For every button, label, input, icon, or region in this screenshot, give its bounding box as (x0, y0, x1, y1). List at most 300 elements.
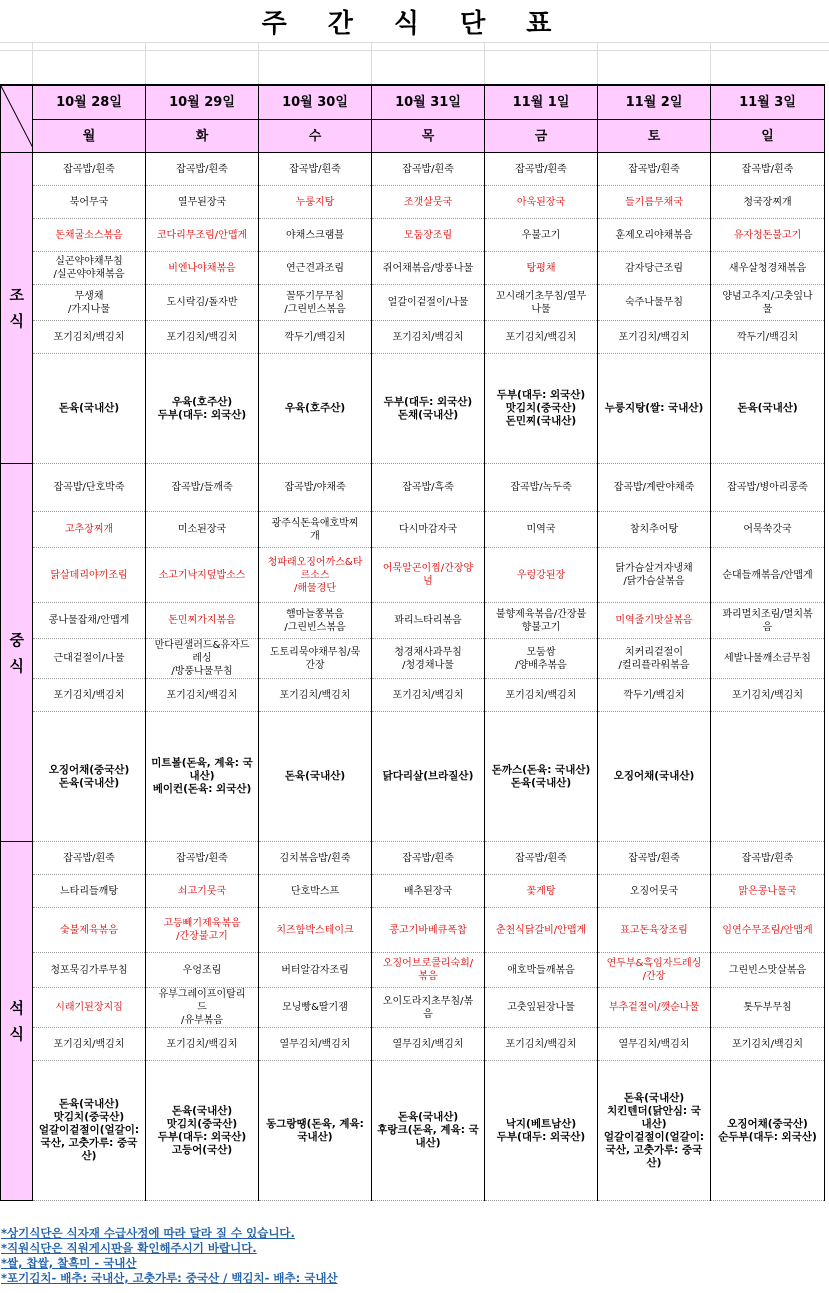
menu-cell (598, 875, 711, 908)
menu-item-line: 잡곡밥/흰죽 (289, 163, 341, 175)
menu-cell (146, 186, 259, 219)
menu-item-line: 열무김치/백김치 (279, 1038, 351, 1050)
weekday-header: 토 (598, 120, 711, 153)
menu-item-line: 그린빈스맛살볶음 (728, 964, 807, 976)
menu-item-line: 동그랑땡(돈육, 계육: (266, 1117, 364, 1130)
menu-item-line: 춘천식닭갈비/안맵게 (495, 924, 587, 936)
menu-cell (485, 252, 598, 285)
menu-item-line: 두부(대두: 외국산) (157, 1130, 247, 1143)
menu-item-line: 쇠고기뭇국 (177, 885, 227, 897)
menu-cell (146, 153, 259, 186)
weekly-menu-table (0, 84, 825, 1201)
menu-cell (485, 953, 598, 988)
menu-cell (259, 1028, 372, 1061)
menu-cell (146, 639, 259, 679)
menu-cell (711, 512, 825, 548)
menu-item-line: 고춧잎된장나물 (507, 1002, 575, 1013)
menu-cell (259, 252, 372, 285)
menu-cell (485, 512, 598, 548)
menu-item-line: 치즈함박스테이크 (276, 924, 354, 936)
menu-item-line: 청경채사과무침 (394, 646, 462, 658)
menu-item-line: 참치추어탕 (629, 524, 679, 535)
menu-item-line: 미역줄기맛살볶음 (615, 615, 693, 626)
menu-cell (372, 1061, 485, 1201)
date-header: 10월 30일 (259, 85, 372, 120)
menu-cell (711, 712, 825, 842)
menu-item-line: 열무된장국 (177, 196, 227, 208)
menu-item-line: 순대들깨볶음/안맵게 (722, 569, 813, 581)
date-header: 11월 1일 (485, 85, 598, 120)
note-line: *쌀, 찹쌀, 찰흑미 - 국내산 (1, 1256, 137, 1270)
menu-item-line: 꽈리멸치조림/멸치볶 (722, 608, 813, 620)
menu-cell (598, 354, 711, 464)
menu-item-line: 시래기된장지짐 (55, 1002, 123, 1013)
weekday-header: 일 (711, 120, 825, 153)
menu-cell (485, 321, 598, 354)
menu-item-line: 느타리들깨탕 (60, 885, 118, 897)
menu-item-line: 포기김치/백김치 (618, 331, 690, 343)
menu-item-line: 후랑크(돈육, 계육: 국 (377, 1124, 479, 1136)
menu-cell (146, 219, 259, 252)
menu-cell (146, 842, 259, 875)
menu-item-line: 단호박스프 (290, 885, 340, 897)
menu-item-line: 잡곡밥/흰죽 (628, 163, 680, 175)
menu-cell (711, 1061, 825, 1201)
menu-cell (485, 679, 598, 712)
menu-cell (33, 186, 146, 219)
menu-item-line: 드 (197, 1002, 207, 1013)
menu-item-line: 닭다리살(브라질산) (382, 770, 474, 782)
menu-item-line: 광주식돈육애호박찌 (271, 517, 359, 529)
menu-cell (598, 219, 711, 252)
menu-cell (372, 953, 485, 988)
menu-item-line: 새우살청경채볶음 (728, 262, 807, 274)
menu-cell (372, 512, 485, 548)
menu-item-line: 국산, 고춧가루: 중국 (605, 1143, 703, 1156)
menu-cell (33, 1028, 146, 1061)
menu-cell (259, 875, 372, 908)
menu-item-line: 잡곡밥/계란야채죽 (613, 482, 695, 493)
menu-cell (598, 988, 711, 1028)
menu-item-line: 연근견과조림 (286, 262, 344, 274)
menu-item-line: /방풍나물무침 (171, 666, 233, 677)
menu-cell (372, 285, 485, 321)
menu-cell (372, 988, 485, 1028)
note-line: *직원식단은 직원게시판을 확인해주시기 바랍니다. (1, 1241, 257, 1255)
menu-item-line: 야채스크램블 (286, 229, 344, 241)
menu-cell (372, 875, 485, 908)
menu-cell (598, 712, 711, 842)
menu-item-line: 김치볶음밥/흰죽 (279, 852, 351, 864)
menu-item-line: 잡곡밥/흰죽 (176, 852, 228, 864)
menu-item-line: 내산) (189, 770, 215, 782)
menu-cell (711, 988, 825, 1028)
menu-cell (259, 639, 372, 679)
menu-cell (485, 875, 598, 908)
menu-cell (711, 354, 825, 464)
menu-item-line: 볶음 (418, 971, 438, 982)
header-corner-cell (1, 85, 33, 153)
menu-cell (485, 1061, 598, 1201)
menu-item-line: 감자당근조림 (625, 262, 683, 274)
menu-item-line: 들기름무채국 (625, 196, 683, 208)
menu-item-line: 음 (762, 621, 773, 633)
menu-cell (485, 639, 598, 679)
menu-cell (711, 1028, 825, 1061)
menu-cell (711, 153, 825, 186)
meal-label (1, 842, 33, 1201)
menu-item-line: 르소스 (300, 569, 330, 581)
menu-item-line: 치킨텐더(닭안심: 국 (607, 1104, 701, 1117)
menu-cell (146, 1061, 259, 1201)
menu-item-line: 고등어(국산) (171, 1143, 233, 1156)
menu-item-line: 돈육(국내산) (397, 1111, 459, 1123)
menu-cell (711, 603, 825, 639)
menu-cell (259, 712, 372, 842)
weekday-header: 목 (372, 120, 485, 153)
menu-cell (33, 1061, 146, 1201)
menu-item-line: 치커리겉절이 (625, 646, 683, 658)
menu-cell (146, 953, 259, 988)
menu-item-line: 나물 (531, 303, 551, 315)
menu-item-line: 포기김치/백김치 (732, 1038, 803, 1050)
menu-item-line: 열무김치/백김치 (392, 1038, 464, 1050)
menu-item-line: 미역국 (526, 524, 556, 535)
menu-cell (146, 512, 259, 548)
menu-cell (33, 988, 146, 1028)
menu-cell (33, 908, 146, 953)
menu-cell (598, 464, 711, 512)
date-header: 11월 3일 (711, 85, 825, 120)
menu-item-line: /간장불고기 (176, 931, 228, 942)
menu-item-line: 꼴뚜기무무침 (286, 290, 344, 302)
menu-cell (372, 908, 485, 953)
menu-item-line: 열무김치/백김치 (618, 1038, 690, 1050)
menu-cell (485, 548, 598, 603)
menu-cell (598, 1028, 711, 1061)
menu-cell (485, 603, 598, 639)
menu-item-line: 잡곡밥/흰죽 (515, 852, 567, 864)
menu-cell (33, 285, 146, 321)
menu-item-line: 콩나물잡채/안맵게 (48, 615, 130, 626)
menu-item-line: 오징어채(중국산) (727, 1117, 808, 1130)
menu-cell (146, 603, 259, 639)
menu-item-line: 코다리무조림/안맵게 (156, 229, 248, 241)
notes (0, 1226, 829, 1286)
menu-item-line: 순두부(대두: 외국산) (718, 1130, 817, 1143)
menu-item-line: 콩고기바베큐폭찹 (389, 924, 467, 936)
menu-item-line: 포기김치/백김치 (505, 331, 577, 343)
menu-cell (711, 464, 825, 512)
menu-item-line: 향불고기 (521, 621, 561, 633)
menu-cell (485, 842, 598, 875)
menu-item-line: 꽃게탕 (526, 885, 556, 897)
menu-item-line: 꼬시래기초무침/열무 (495, 290, 587, 302)
menu-cell (259, 679, 372, 712)
menu-cell (372, 679, 485, 712)
menu-item-line: 표고돈육장조림 (620, 924, 688, 936)
menu-item-line: 포기김치/백김치 (279, 689, 351, 701)
menu-item-line: 오징어뭇국 (629, 885, 679, 897)
menu-cell (33, 512, 146, 548)
menu-cell (372, 603, 485, 639)
menu-cell (372, 153, 485, 186)
menu-item-line: 도토리묵야채무침/묵 (269, 646, 361, 658)
menu-cell (33, 712, 146, 842)
menu-item-line: 도시락김/돌자반 (166, 297, 238, 308)
menu-item-line: 숙주나물무침 (625, 297, 683, 308)
menu-cell (259, 153, 372, 186)
menu-item-line: /해물경단 (293, 582, 336, 594)
menu-cell (259, 354, 372, 464)
menu-cell (485, 712, 598, 842)
menu-item-line: 청국장찌개 (743, 196, 792, 208)
menu-item-line: /닭가슴살볶음 (623, 576, 685, 587)
menu-item-line: 유자청돈불고기 (733, 229, 802, 241)
menu-cell (259, 464, 372, 512)
menu-item-line: 포기김치/백김치 (392, 331, 464, 343)
menu-item-line: 돈육(국내산) (58, 776, 120, 789)
menu-item-line: 돈민찌(국내산) (505, 415, 577, 427)
menu-cell (146, 321, 259, 354)
menu-cell (598, 679, 711, 712)
menu-item-line: 비엔나야채볶음 (168, 262, 236, 274)
menu-item-line: 얼갈이겉절이(얼갈이: (603, 1130, 705, 1143)
menu-item-line: 잡곡밥/흰죽 (741, 163, 794, 175)
menu-item-line: 누룽지탕 (295, 196, 335, 208)
menu-cell (485, 354, 598, 464)
menu-cell (259, 321, 372, 354)
menu-item-line: 조갯살뭇국 (403, 196, 453, 208)
menu-cell (33, 953, 146, 988)
menu-cell (33, 548, 146, 603)
menu-cell (146, 908, 259, 953)
menu-cell (711, 639, 825, 679)
menu-item-line: 두부(대두: 외국산) (157, 408, 247, 421)
menu-item-line: 탕평채 (526, 262, 556, 274)
menu-item-line: 포기김치/백김치 (505, 1038, 577, 1050)
menu-cell (372, 354, 485, 464)
menu-cell (485, 153, 598, 186)
menu-item-line: 잡곡밥/흰죽 (63, 163, 115, 175)
menu-item-line: 오징어채(국내산) (613, 770, 695, 782)
menu-cell (598, 321, 711, 354)
menu-item-line: 청파래오징어까스&타 (267, 556, 363, 568)
menu-item-line: 꽈리느타리볶음 (394, 615, 462, 626)
menu-cell (711, 285, 825, 321)
menu-item-line: 돈민찌가지볶음 (168, 615, 236, 626)
menu-item-line: 국산, 고춧가루: 중국 (40, 1137, 138, 1149)
menu-item-line: 어묵알곤이찜/간장양 (382, 563, 474, 574)
menu-cell (33, 153, 146, 186)
menu-cell (146, 988, 259, 1028)
menu-item-line: 두부(대두: 외국산) (383, 395, 473, 408)
menu-cell (711, 679, 825, 712)
menu-item-line: 누룽지탕(쌀: 국내산) (604, 402, 704, 414)
menu-item-line: 세발나물깨소금무침 (724, 653, 811, 664)
menu-item-line: 포기김치/백김치 (166, 689, 238, 701)
menu-item-line: 실곤약야채무침 (55, 256, 123, 267)
menu-item-line: /실곤약야채볶음 (53, 269, 125, 280)
menu-cell (33, 842, 146, 875)
menu-item-line: 두부(대두: 외국산) (496, 389, 586, 401)
menu-item-line: /그린빈스볶음 (284, 303, 346, 315)
menu-cell (33, 875, 146, 908)
menu-item-line: 돈육(국내산) (510, 776, 572, 789)
menu-item-line: 어묵쑥갓국 (743, 524, 792, 535)
menu-item-line: 오징어채(중국산) (48, 763, 130, 776)
weekday-header: 화 (146, 120, 259, 153)
weekday-header: 금 (485, 120, 598, 153)
menu-item-line: 맑은콩나물국 (738, 885, 797, 897)
meal-label-text: 중 식 (9, 630, 24, 675)
menu-cell (259, 603, 372, 639)
menu-cell (259, 219, 372, 252)
menu-cell (146, 252, 259, 285)
meal-label (1, 153, 33, 464)
menu-item-line: /양배추볶음 (515, 659, 567, 671)
menu-item-line: 오징어브로콜리숙회/ (382, 958, 474, 969)
menu-cell (259, 1061, 372, 1201)
menu-item-line: 돈육(국내산) (737, 402, 798, 414)
menu-item-line: 포기김치/백김치 (505, 689, 577, 701)
menu-cell (146, 712, 259, 842)
menu-cell (33, 679, 146, 712)
menu-cell (146, 285, 259, 321)
page-title: 주 간 식 단 표 (261, 8, 568, 39)
menu-item-line: 햄마늘쫑볶음 (286, 608, 344, 620)
menu-cell (33, 603, 146, 639)
title-row (0, 0, 829, 42)
menu-item-line: 닭살데리야끼조림 (50, 569, 128, 581)
menu-item-line: 돈육(국내산) (171, 1104, 233, 1117)
weekday-header: 월 (33, 120, 146, 153)
menu-item-line: 톳두부무침 (743, 1002, 792, 1013)
menu-cell (485, 988, 598, 1028)
menu-item-line: 깍두기/백김치 (623, 689, 685, 701)
menu-item-line: 잡곡밥/흰죽 (628, 852, 680, 864)
menu-cell (372, 1028, 485, 1061)
menu-item-line: 포기김치/백김치 (166, 1038, 238, 1050)
menu-cell (372, 842, 485, 875)
menu-item-line: 잡곡밥/병아리콩죽 (727, 482, 808, 493)
menu-cell (372, 321, 485, 354)
date-header: 11월 2일 (598, 85, 711, 120)
menu-item-line: 베이컨(돈육: 외국산) (152, 783, 252, 795)
menu-item-line: 물 (762, 303, 773, 315)
menu-item-line: 잡곡밥/흰죽 (63, 852, 115, 864)
menu-item-line: 내산) (641, 1117, 667, 1130)
menu-item-line: 훈제오리야채볶음 (615, 229, 693, 241)
menu-item-line: 오이도라지초무침/볶 (382, 995, 474, 1007)
menu-item-line: 우불고기 (521, 229, 561, 241)
menu-item-line: 다시마감자국 (399, 524, 457, 535)
date-header: 10월 29일 (146, 85, 259, 120)
menu-cell (598, 548, 711, 603)
menu-item-line: 념 (423, 576, 433, 587)
menu-item-line: 쥐어채볶음/방풍나물 (382, 262, 474, 274)
menu-item-line: 임연수무조림/안맵게 (722, 924, 813, 936)
menu-item-line: 소고기낙지덮밥소스 (158, 569, 246, 581)
note-line: *상기식단은 식자재 수급사정에 따라 달라 질 수 있습니다. (1, 1226, 295, 1240)
menu-cell (485, 219, 598, 252)
menu-item-line: /컬리플라워볶음 (618, 659, 690, 671)
menu-cell (598, 953, 711, 988)
menu-cell (259, 988, 372, 1028)
menu-cell (33, 219, 146, 252)
menu-item-line: /청경채나물 (402, 659, 454, 671)
menu-item-line: 잡곡밥/흰죽 (741, 852, 794, 864)
menu-cell (259, 512, 372, 548)
menu-item-line: 잡곡밥/들깨죽 (171, 482, 233, 493)
menu-cell (33, 252, 146, 285)
menu-item-line: 포기김치/백김치 (166, 331, 238, 343)
menu-cell (711, 219, 825, 252)
menu-item-line: 고등빼기제육볶음 (163, 918, 241, 929)
menu-item-line: 돈채굴소스볶음 (55, 229, 123, 241)
menu-item-line: 우육(호주산) (284, 402, 346, 414)
meal-label-text: 조 식 (9, 286, 24, 330)
menu-cell (146, 548, 259, 603)
menu-item-line: 우육(호주산) (171, 395, 233, 408)
menu-item-line: 깍두기/백김치 (284, 331, 346, 343)
menu-item-line: 돈육(국내산) (58, 402, 120, 414)
menu-item-line: 잡곡밥/야채죽 (284, 482, 346, 493)
menu-item-line: 레싱 (192, 653, 212, 664)
menu-item-line: 잡곡밥/흰죽 (176, 163, 228, 175)
menu-item-line: 포기김치/백김치 (53, 689, 125, 701)
menu-item-line: 잡곡밥/흰죽 (402, 163, 454, 175)
menu-cell (33, 354, 146, 464)
menu-item-line: 양념고추지/고춧잎나 (722, 290, 813, 302)
menu-cell (598, 512, 711, 548)
menu-item-line: 미소된장국 (177, 524, 227, 535)
menu-cell (259, 186, 372, 219)
menu-cell (372, 219, 485, 252)
menu-item-line: 닭가슴살겨자냉채 (615, 563, 693, 574)
menu-item-line: 만다린샐러드&유자드 (154, 640, 250, 651)
menu-item-line: 낙지(베트남산) (505, 1117, 577, 1130)
menu-item-line: 숯불제육볶음 (60, 924, 118, 936)
menu-cell (372, 548, 485, 603)
menu-cell (598, 285, 711, 321)
menu-item-line: 배추된장국 (403, 885, 453, 897)
meal-label (1, 464, 33, 842)
menu-item-line: 아욱된장국 (516, 196, 566, 208)
menu-cell (598, 639, 711, 679)
menu-cell (146, 464, 259, 512)
menu-item-line: 간장 (305, 659, 325, 671)
date-header: 10월 28일 (33, 85, 146, 120)
menu-item-line: 우렁강된장 (516, 569, 566, 581)
menu-item-line: 애호박들깨볶음 (507, 964, 575, 976)
menu-item-line: 맛김치(중국산) (505, 402, 577, 414)
menu-item-line: 부추겉절이/깻순나물 (608, 1002, 700, 1013)
menu-cell (485, 285, 598, 321)
menu-cell (598, 186, 711, 219)
menu-cell (259, 548, 372, 603)
menu-cell (485, 1028, 598, 1061)
menu-item-line: 돈채(국내산) (397, 408, 459, 421)
menu-cell (598, 252, 711, 285)
menu-cell (372, 186, 485, 219)
menu-item-line: 음 (423, 1008, 433, 1020)
menu-item-line: 포기김치/백김치 (53, 1038, 125, 1050)
date-header: 10월 31일 (372, 85, 485, 120)
empty-spreadsheet-rows (0, 42, 829, 84)
menu-item-line: 두부(대두: 외국산) (496, 1130, 586, 1143)
menu-cell (598, 842, 711, 875)
